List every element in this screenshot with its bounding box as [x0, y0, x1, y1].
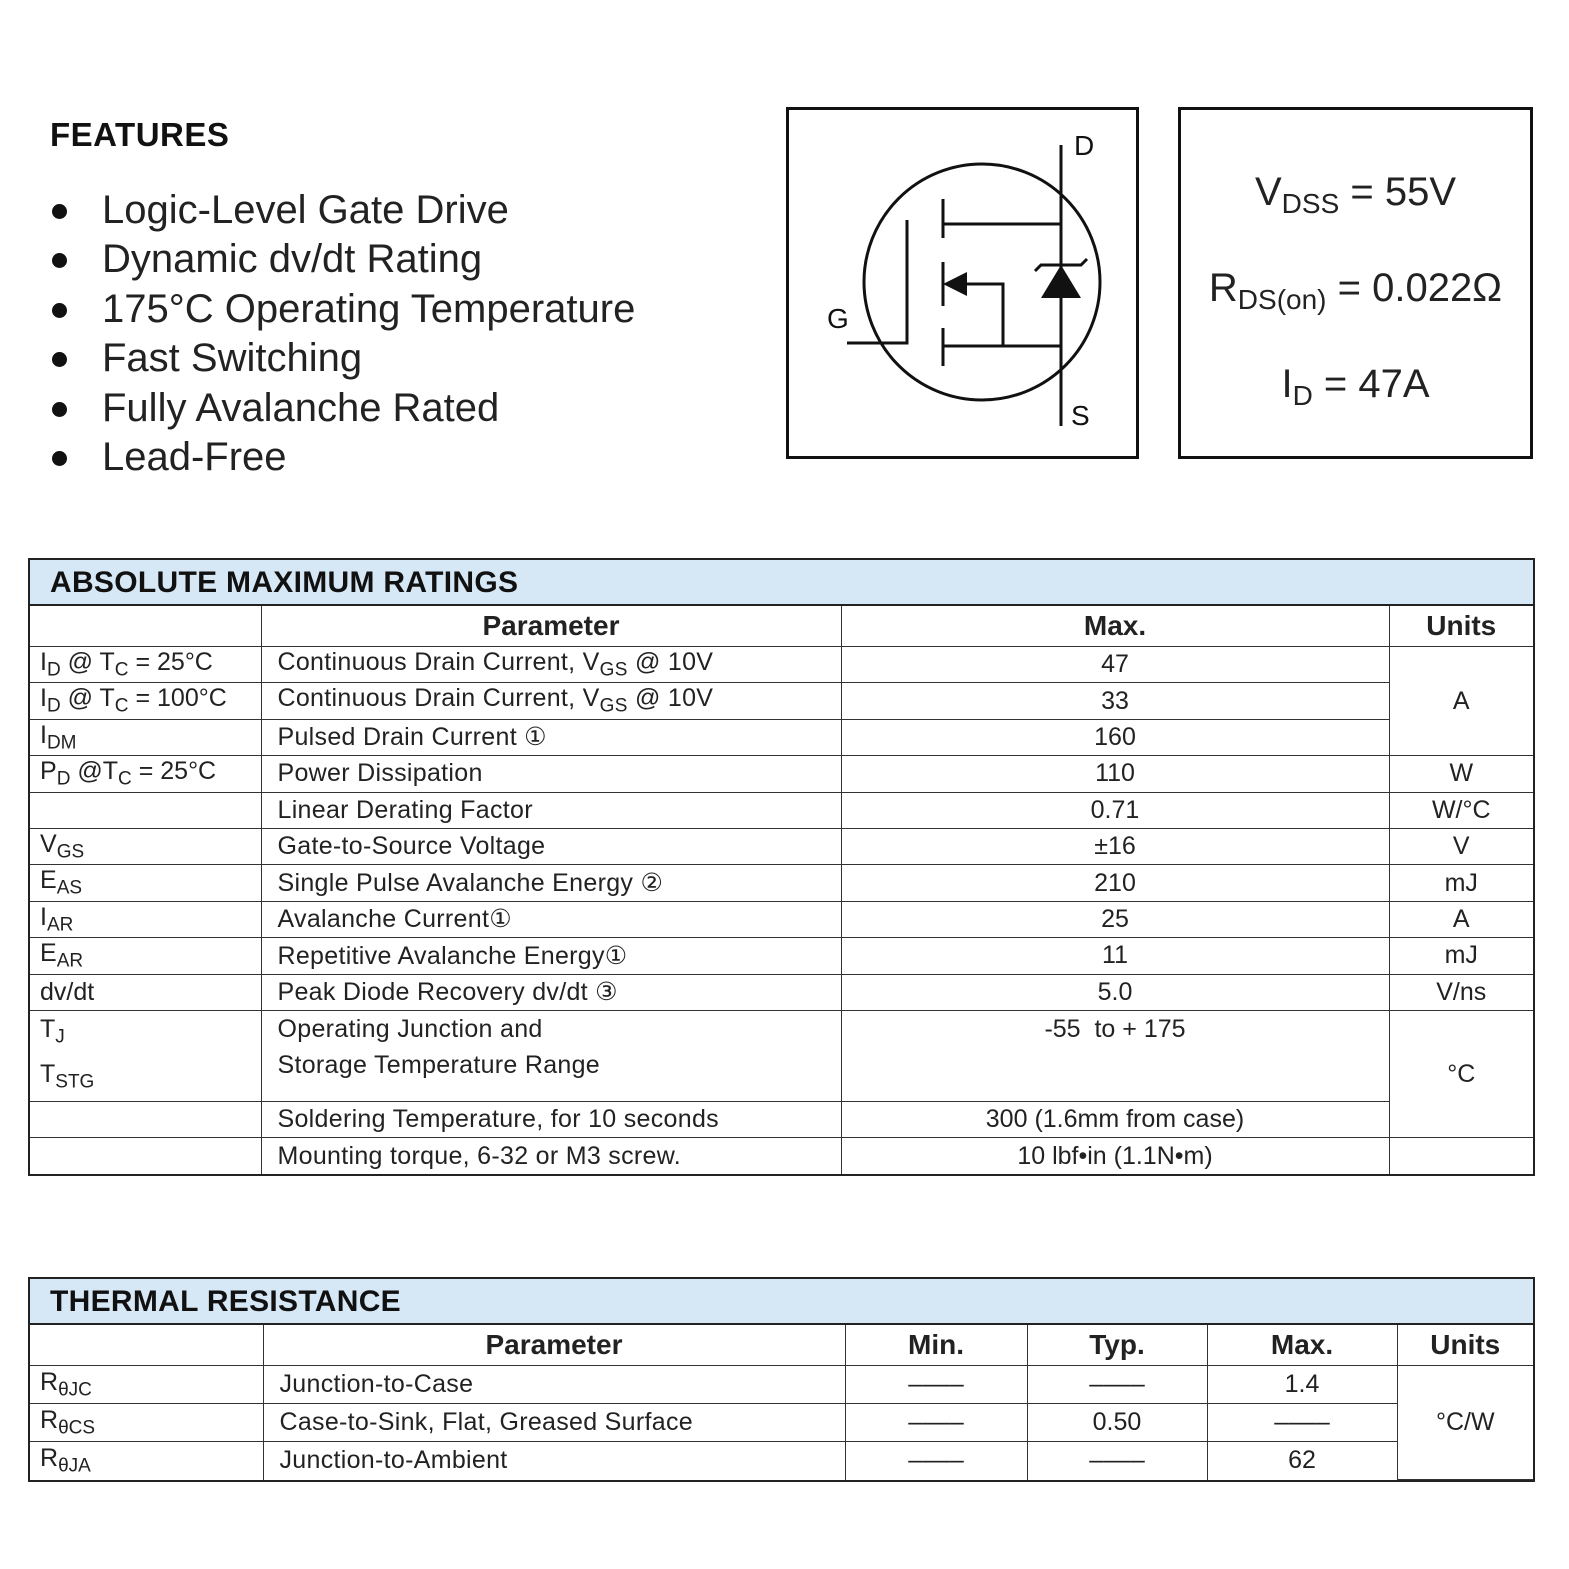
- table-header-row: [30, 606, 1533, 647]
- parameter-cell: Junction-to-Case: [263, 1366, 845, 1404]
- feature-item: Lead-Free: [50, 433, 635, 482]
- units-cell: V/ns: [1389, 974, 1533, 1010]
- table-row: [30, 647, 1533, 683]
- table-row: [30, 1442, 1533, 1480]
- table-row: [30, 901, 1533, 937]
- parameter-header: Parameter: [261, 606, 841, 647]
- symbol-cell: [30, 792, 261, 828]
- max-cell: 10 lbf•in (1.1N•m): [841, 1138, 1389, 1174]
- min-header: Min.: [845, 1325, 1027, 1366]
- mosfet-symbol-box: [786, 107, 1139, 459]
- units-header: Units: [1397, 1325, 1533, 1366]
- typ-cell: ––––: [1027, 1442, 1207, 1480]
- table-row: [30, 1010, 1533, 1101]
- parameter-cell: Peak Diode Recovery dv/dt ③: [261, 974, 841, 1010]
- max-cell: 1.4: [1207, 1366, 1397, 1404]
- units-cell: [1389, 1138, 1533, 1174]
- typ-header: Typ.: [1027, 1325, 1207, 1366]
- parameter-cell: Gate-to-Source Voltage: [261, 828, 841, 864]
- symbol-cell: dv/dt: [30, 974, 261, 1010]
- max-cell: 0.71: [841, 792, 1389, 828]
- table-row: [30, 974, 1533, 1010]
- typ-cell: 0.50: [1027, 1404, 1207, 1442]
- absolute-max-ratings-section: [28, 558, 1535, 1176]
- max-cell: 62: [1207, 1442, 1397, 1480]
- units-header: Units: [1389, 606, 1533, 647]
- parameter-cell: Continuous Drain Current, $V_{GS}$ @ 10V: [261, 683, 841, 719]
- vdss-spec: $V_{DSS} = 55V$: [1254, 170, 1457, 219]
- max-cell: 160: [841, 719, 1389, 755]
- parameter-cell: Soldering Temperature, for 10 seconds: [261, 1102, 841, 1138]
- min-cell: ––––: [845, 1404, 1027, 1442]
- max-cell: 25: [841, 901, 1389, 937]
- symbol-cell: $I_D$ @ $T_C = 25^\circ C$: [30, 647, 261, 683]
- rdson-spec: $R_{DS(on)} = 0.022\Omega$: [1208, 266, 1503, 315]
- feature-item: Logic-Level Gate Drive: [50, 186, 635, 235]
- min-cell: ––––: [845, 1366, 1027, 1404]
- thermal-resistance-title: THERMAL RESISTANCE: [30, 1279, 1533, 1325]
- body-arrow: [943, 272, 967, 296]
- parameter-cell: Operating Junction and Storage Temperature Range: [261, 1010, 841, 1101]
- table-row: [30, 938, 1533, 974]
- symbol-cell: $I_{DM}$: [30, 719, 261, 755]
- feature-item: Fully Avalanche Rated: [50, 384, 635, 433]
- parameter-cell: Avalanche Current①: [261, 901, 841, 937]
- max-cell: -55 to + 175: [841, 1010, 1389, 1101]
- max-header: Max.: [1207, 1325, 1397, 1366]
- table-row: [30, 683, 1533, 719]
- units-cell: A: [1389, 647, 1533, 756]
- feature-item: Dynamic dv/dt Rating: [50, 235, 635, 284]
- max-cell: 300 (1.6mm from case): [841, 1102, 1389, 1138]
- symbol-header: [30, 1325, 263, 1366]
- table-row: [30, 756, 1533, 792]
- symbol-cell: $E_{AR}$: [30, 938, 261, 974]
- units-cell: mJ: [1389, 865, 1533, 901]
- gate-label: G: [827, 303, 849, 334]
- table-row: [30, 828, 1533, 864]
- max-cell: 5.0: [841, 974, 1389, 1010]
- absolute-max-ratings-title: ABSOLUTE MAXIMUM RATINGS: [30, 560, 1533, 606]
- parameter-cell: Case-to-Sink, Flat, Greased Surface: [263, 1404, 845, 1442]
- symbol-cell: $I_{AR}$: [30, 901, 261, 937]
- feature-item: 175°C Operating Temperature: [50, 285, 635, 334]
- symbol-cell: $E_{AS}$: [30, 865, 261, 901]
- parameter-header: Parameter: [263, 1325, 845, 1366]
- table-row: [30, 719, 1533, 755]
- parameter-cell: Mounting torque, 6-32 or M3 screw.: [261, 1138, 841, 1174]
- mosfet-symbol-diagram: [789, 110, 1136, 456]
- table-header-row: [30, 1325, 1533, 1366]
- symbol-cell: $V_{GS}$: [30, 828, 261, 864]
- parameter-cell: Continuous Drain Current, $V_{GS}$ @ 10V: [261, 647, 841, 683]
- table-row: [30, 865, 1533, 901]
- gate-lead: [847, 220, 907, 343]
- parameter-cell: Single Pulse Avalanche Energy ②: [261, 865, 841, 901]
- table-row: [30, 1366, 1533, 1404]
- id-spec: $I_D = 47A$: [1281, 362, 1430, 411]
- units-cell: W/°C: [1389, 792, 1533, 828]
- table-row: [30, 1404, 1533, 1442]
- max-header: Max.: [841, 606, 1389, 647]
- diode-triangle: [1041, 265, 1081, 298]
- typ-cell: ––––: [1027, 1366, 1207, 1404]
- symbol-cell: $R_{\theta JC}$: [30, 1366, 263, 1404]
- units-cell: mJ: [1389, 938, 1533, 974]
- source-label: S: [1071, 400, 1090, 431]
- symbol-cell: $T_J$ $T_{STG}$: [30, 1010, 261, 1101]
- max-cell: 33: [841, 683, 1389, 719]
- units-cell: A: [1389, 901, 1533, 937]
- symbol-cell: $R_{\theta CS}$: [30, 1404, 263, 1442]
- features-title: FEATURES: [50, 116, 230, 153]
- units-cell: °C: [1389, 1010, 1533, 1138]
- symbol-header: [30, 606, 261, 647]
- max-cell: ––––: [1207, 1404, 1397, 1442]
- min-cell: ––––: [845, 1442, 1027, 1480]
- parameter-cell: Power Dissipation: [261, 756, 841, 792]
- parameter-cell: Repetitive Avalanche Energy①: [261, 938, 841, 974]
- max-cell: 110: [841, 756, 1389, 792]
- parameter-cell: Junction-to-Ambient: [263, 1442, 845, 1480]
- units-cell: V: [1389, 828, 1533, 864]
- units-cell: W: [1389, 756, 1533, 792]
- table-row: [30, 1138, 1533, 1174]
- feature-item: Fast Switching: [50, 334, 635, 383]
- units-cell: °C/W: [1397, 1366, 1533, 1480]
- symbol-cell: $I_D$ @ $T_C = 100^\circ C$: [30, 683, 261, 719]
- symbol-cell: $R_{\theta JA}$: [30, 1442, 263, 1480]
- symbol-cell: $P_D$ $@T_C = 25^\circ C$: [30, 756, 261, 792]
- parameter-cell: Linear Derating Factor: [261, 792, 841, 828]
- table-row: [30, 792, 1533, 828]
- drain-label: D: [1074, 130, 1095, 161]
- key-specs-box: [1178, 107, 1533, 459]
- absolute-max-ratings-table: [30, 606, 1533, 1174]
- max-cell: ±16: [841, 828, 1389, 864]
- thermal-resistance-table: [30, 1325, 1533, 1480]
- symbol-cell: [30, 1102, 261, 1138]
- max-cell: 11: [841, 938, 1389, 974]
- features-list: [50, 186, 635, 482]
- table-row: [30, 1102, 1533, 1138]
- max-cell: 47: [841, 647, 1389, 683]
- max-cell: 210: [841, 865, 1389, 901]
- thermal-resistance-section: [28, 1277, 1535, 1482]
- parameter-cell: Pulsed Drain Current ①: [261, 719, 841, 755]
- symbol-cell: [30, 1138, 261, 1174]
